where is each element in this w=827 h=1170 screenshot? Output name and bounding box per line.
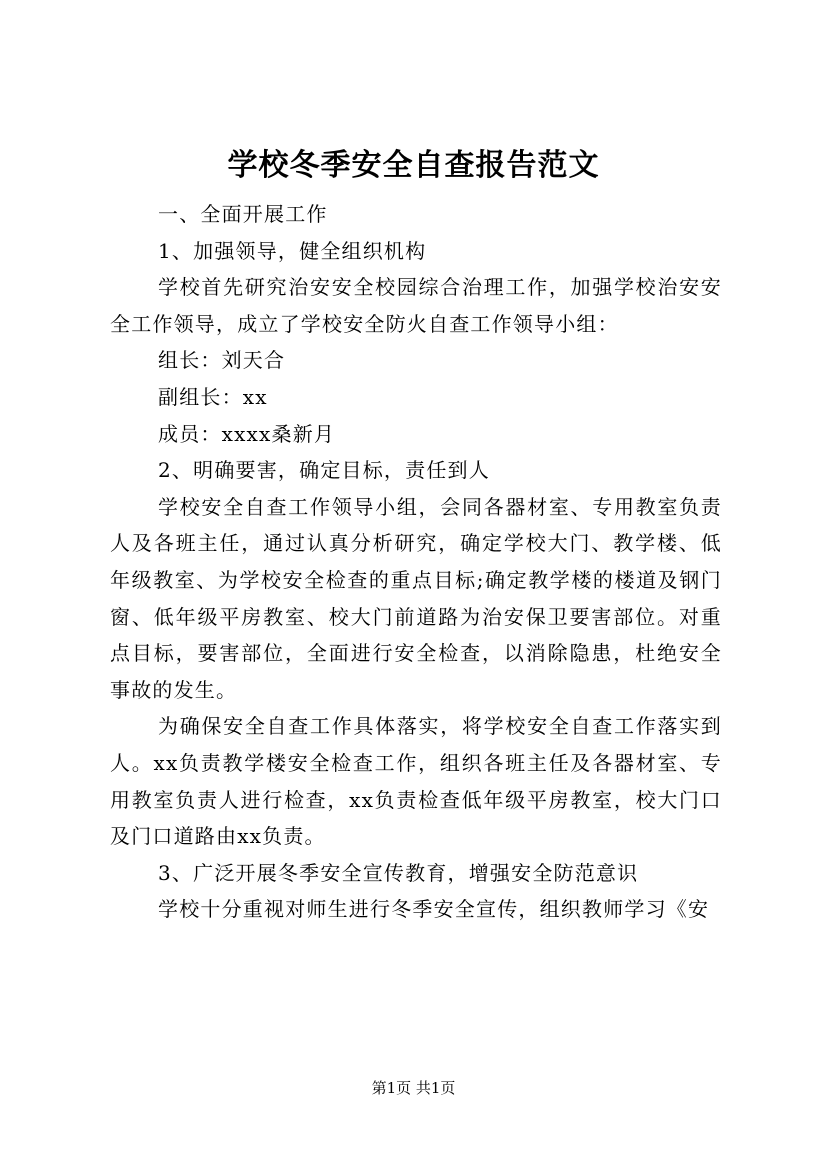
section-heading: 一、全面开展工作 (158, 202, 328, 226)
document-title: 学校冬季安全自查报告范文 (227, 148, 600, 183)
paragraph: 为确保安全自查工作具体落实，将学校安全自查工作落实到人。xx负责教学楼安全检查工作，组织各班主任及各器材室、专用教室负责人进行检查，xx负责检查低年级平房教室，校大门口及门口道路由xx负责。 (110, 714, 722, 849)
paragraph: 学校十分重视对师生进行冬季安全宣传，组织教师学习《安 (158, 897, 710, 922)
page-number-footer: 第1页 共1页 (371, 1079, 456, 1097)
subsection-heading: 2、明确要害，确定目标，责任到人 (158, 458, 490, 483)
paragraph: 学校首先研究治安安全校园综合治理工作，加强学校治安安全工作领导，成立了学校安全防火自查工作领导小组： (110, 275, 722, 336)
document-body (110, 196, 722, 928)
paragraph: 成员：xxxx桑新月 (158, 421, 336, 446)
paragraph: 组长：刘天合 (158, 348, 286, 373)
paragraph: 副组长：xx (158, 384, 268, 409)
subsection-heading: 1、加强领导，健全组织机构 (158, 238, 427, 263)
paragraph: 学校安全自查工作领导小组，会同各器材室、专用教室负责人及各班主任，通过认真分析研究，确定学校大门、教学楼、低年级教室、为学校安全检查的重点目标;确定教学楼的楼道及钢门窗、低年级平房教室、校大门前道路为治安保卫要害部位。对重点目标，要害部位，全面进行安全检查，以消除隐患，杜绝安全事故的发生。 (110, 494, 722, 702)
subsection-heading: 3、广泛开展冬季安全宣传教育，增强安全防范意识 (158, 860, 639, 885)
